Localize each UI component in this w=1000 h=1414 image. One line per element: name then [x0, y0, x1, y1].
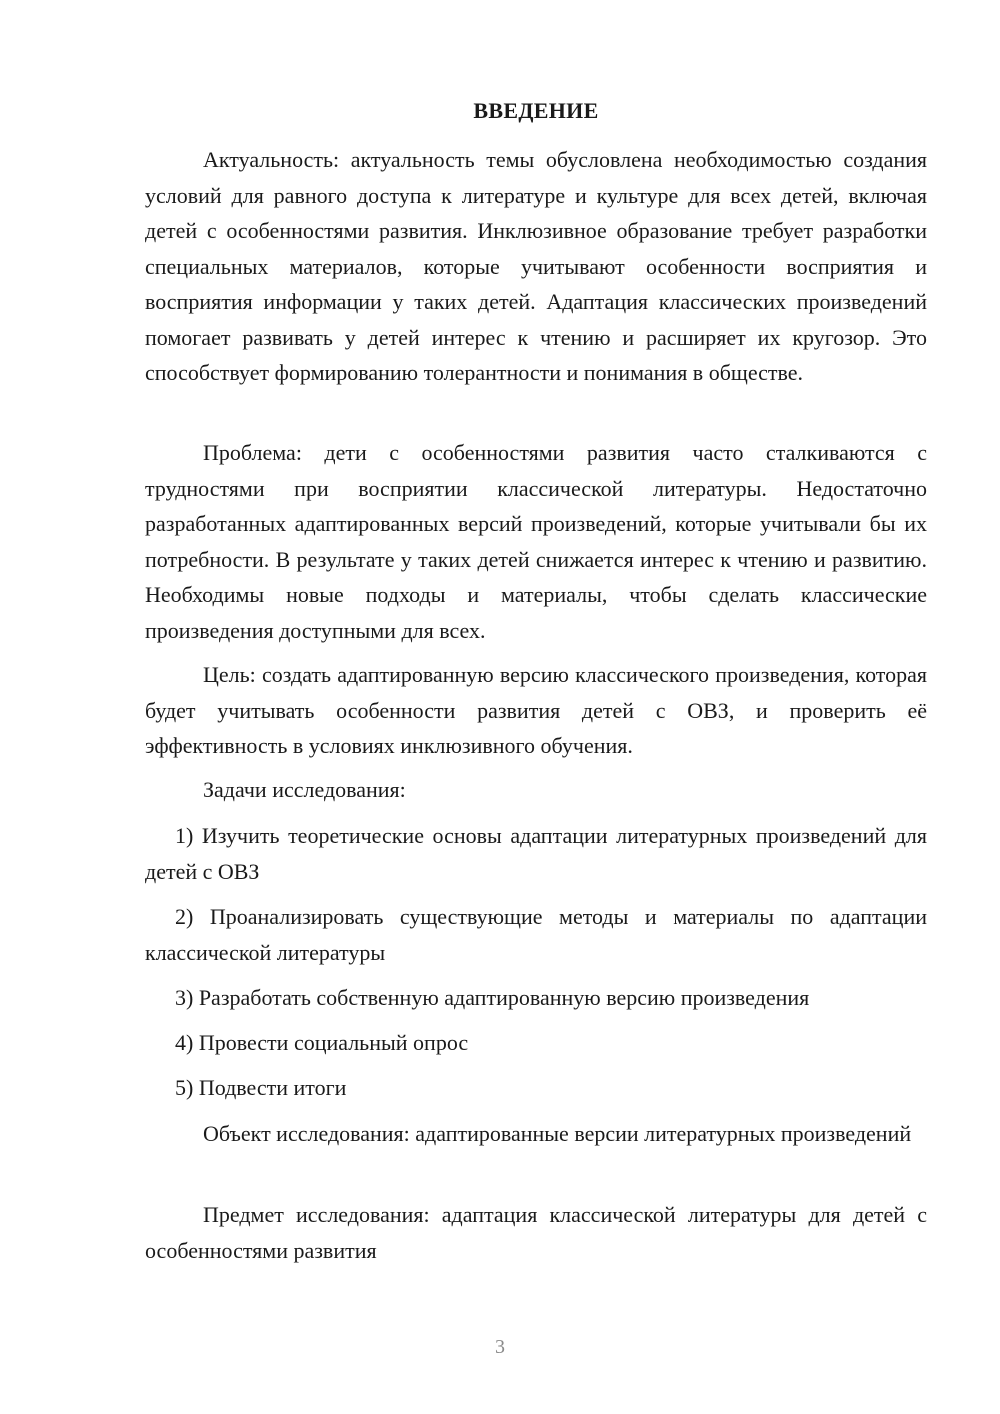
task-item-2: 2) Проанализировать существующие методы и материалы по адаптации классической литературы [145, 904, 927, 965]
task-item-1: 1) Изучить теоретические основы адаптации литературных произведений для детей с ОВЗ [145, 823, 927, 884]
goal-paragraph: Цель: создать адаптированную версию классического произведения, которая будет учитывать особенности развития детей с ОВЗ, и проверить её эффективность в условиях инклюзивного обучения. [145, 662, 927, 758]
page-number: 3 [495, 1336, 505, 1358]
relevance-paragraph: Актуальность: актуальность темы обусловлена необходимостью создания условий для равного доступа к литературе и культуре для всех детей, включая детей с особенностями развития. Инклюзивное образование требует разработки специальных материалов, которые учитывают особенности восприятия и восприятия информации у таких детей. Адаптация классических произведений помогает развивать у детей интерес к чтению и расширяет их кругозор. Это способствует формированию толерантности и понимания в обществе. [145, 147, 927, 385]
section-heading: ВВЕДЕНИЕ [473, 98, 599, 123]
object-paragraph: Объект исследования: адаптированные версии литературных произведений [203, 1121, 912, 1146]
subject-paragraph: Предмет исследования: адаптация классической литературы для детей с особенностями развития [145, 1202, 927, 1263]
tasks-heading: Задачи исследования: [203, 777, 406, 802]
task-item-4: 4) Провести социальный опрос [175, 1030, 469, 1055]
problem-paragraph: Проблема: дети с особенностями развития часто сталкиваются с трудностями при восприятии классической литературы. Недостаточно разработанных адаптированных версий произведений, которые учитывали бы их потребности. В результате у таких детей снижается интерес к чтению и развитию. Необходимы новые подходы и материалы, чтобы сделать классические произведения доступными для всех. [145, 440, 927, 643]
task-item-5: 5) Подвести итоги [175, 1075, 347, 1100]
task-item-3: 3) Разработать собственную адаптированную версию произведения [175, 985, 810, 1010]
